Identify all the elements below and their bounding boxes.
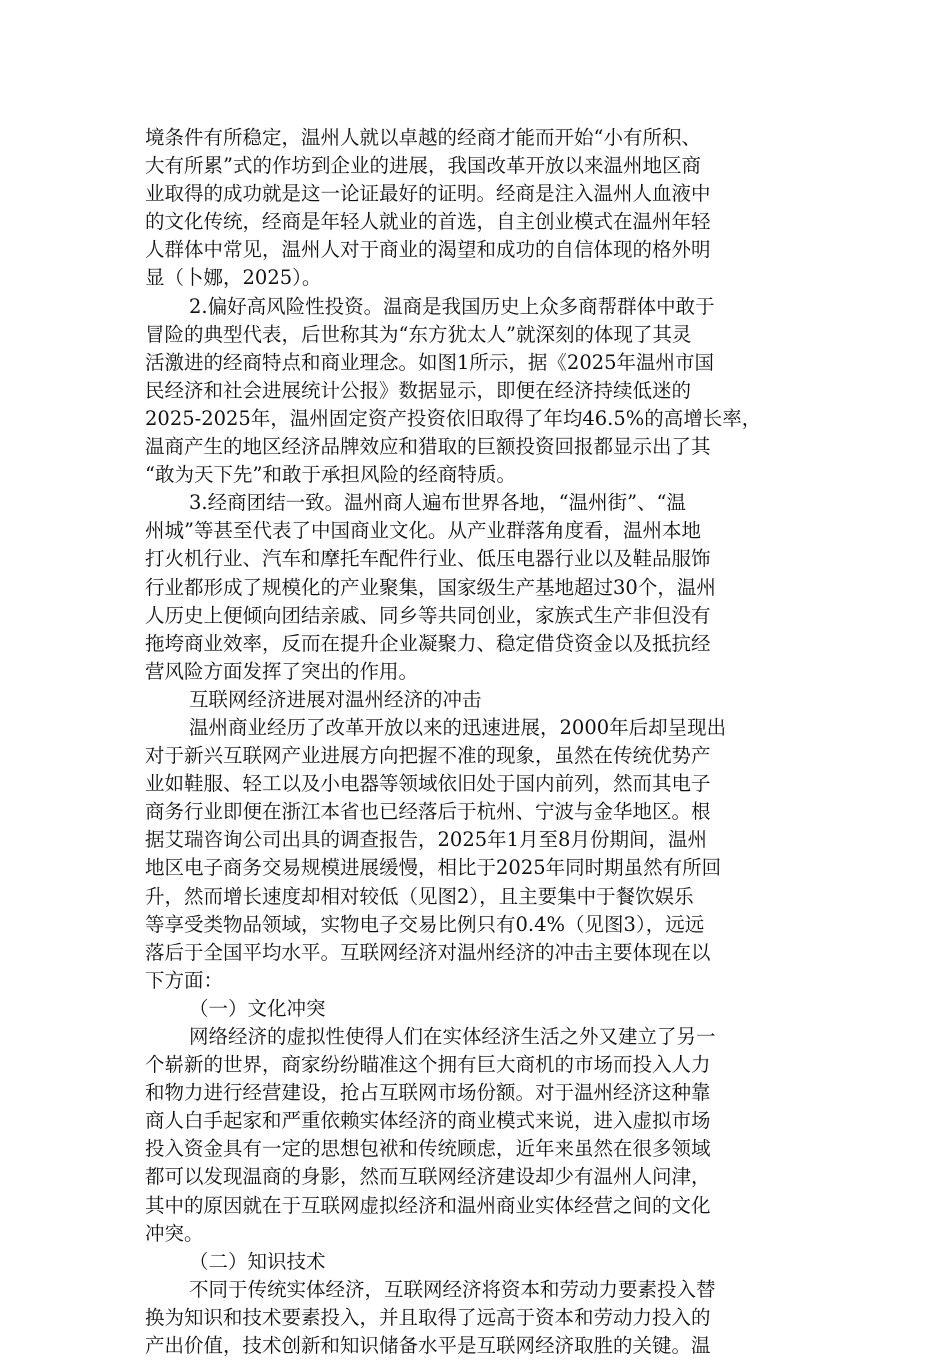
subsection-heading: （一）文化冲突 — [189, 996, 326, 1020]
text-line: 都可以发现温商的身影，然而互联网经济建设却少有温州人问津， — [145, 1165, 711, 1189]
paragraph-first-line: 温州商业经历了改革开放以来的迅速进展，2000年后却呈现出 — [189, 715, 727, 739]
text-line: 商人白手起家和严重依赖实体经济的商业模式来说，进入虚拟市场 — [145, 1109, 711, 1133]
text-line: 人历史上便倾向团结亲戚、同乡等共同创业，家族式生产非但没有 — [145, 603, 711, 627]
text-line: 下方面： — [145, 968, 224, 992]
text-line: 显（卜娜，2025）。 — [145, 266, 322, 290]
text-line: 境条件有所稳定，温州人就以卓越的经商才能而开始“小有所积、 — [145, 126, 701, 149]
text-line: 民经济和社会进展统计公报》数据显示，即便在经济持续低迷的 — [145, 378, 692, 402]
text-line: 投入资金具有一定的思想包袱和传统顾虑，近年来虽然在很多领域 — [145, 1137, 711, 1161]
text-line: 个崭新的世界，商家纷纷瞄准这个拥有巨大商机的市场而投入人力 — [145, 1053, 711, 1077]
text-line: 商务行业即便在浙江本省也已经落后于杭州、宁波与金华地区。根 — [145, 800, 711, 824]
section-heading: 互联网经济进展对温州经济的冲击 — [189, 687, 482, 711]
text-line: 打火机行业、汽车和摩托车配件行业、低压电器行业以及鞋品服饰 — [145, 547, 711, 571]
text-line: 对于新兴互联网产业进展方向把握不准的现象，虽然在传统优势产 — [145, 744, 711, 768]
text-line: 的文化传统，经商是年轻人就业的首选，自主创业模式在温州年轻 — [145, 210, 711, 234]
text-line: 州城”等甚至代表了中国商业文化。从产业群落角度看，温州本地 — [145, 519, 701, 543]
text-line: 冒险的典型代表，后世称其为“东方犹太人”就深刻的体现了其灵 — [145, 322, 692, 346]
text-line: 人群体中常见，温州人对于商业的渴望和成功的自信体现的格外明 — [145, 238, 711, 262]
text-line: 换为知识和技术要素投入，并且取得了远高于资本和劳动力投入的 — [145, 1305, 711, 1329]
text-line: 大有所累”式的作坊到企业的进展，我国改革开放以来温州地区商 — [145, 154, 701, 178]
text-line: 行业都形成了规模化的产业聚集，国家级生产基地超过30个，温州 — [145, 575, 716, 599]
paragraph-first-line: 3.经商团结一致。温州商人遍布世界各地，“温州街”、“温 — [189, 491, 687, 515]
text-line: 据艾瑞咨询公司出具的调查报告，2025年1月至8月份期间，温州 — [145, 828, 707, 852]
paragraph-first-line: 网络经济的虚拟性使得人们在实体经济生活之外又建立了另一 — [189, 1025, 716, 1048]
text-line: 产出价值，技术创新和知识储备水平是互联网经济取胜的关键。温 — [145, 1334, 711, 1358]
text-line: 温商产生的地区经济品牌效应和猎取的巨额投资回报都显示出了其 — [145, 435, 711, 459]
paragraph-first-line: 2.偏好高风险性投资。温商是我国历史上众多商帮群体中敢于 — [189, 294, 715, 318]
text-line: 业取得的成功就是这一论证最好的证明。经商是注入温州人血液中 — [145, 182, 711, 206]
text-line: 等享受类物品领域，实物电子交易比例只有0.4%（见图3），远远 — [145, 912, 705, 936]
text-line: 地区电子商务交易规模进展缓慢，相比于2025年同时期虽然有所回 — [145, 856, 722, 880]
text-line: 升，然而增长速度却相对较低（见图2），且主要集中于餐饮娱乐 — [145, 884, 694, 908]
text-line: “敢为天下先”和敢于承担风险的经商特质。 — [145, 463, 516, 487]
text-line: 2025-2025年，温州固定资产投资依旧取得了年均46.5%的高增长率， — [145, 406, 762, 430]
subsection-heading: （二）知识技术 — [189, 1249, 326, 1273]
text-line: 和物力进行经营建设，抢占互联网市场份额。对于温州经济这种靠 — [145, 1081, 711, 1105]
text-line: 冲突。 — [145, 1221, 204, 1245]
text-line: 活激进的经商特点和商业理念。如图1所示，据《2025年温州市国 — [145, 350, 715, 374]
paragraph-first-line: 不同于传统实体经济，互联网经济将资本和劳动力要素投入替 — [189, 1277, 716, 1301]
document-page — [145, 124, 805, 1360]
text-line: 业如鞋服、轻工以及小电器等领域依旧处于国内前列，然而其电子 — [145, 772, 711, 796]
text-line: 拖垮商业效率，反而在提升企业凝聚力、稳定借贷资金以及抵抗经 — [145, 631, 711, 655]
text-line: 落后于全国平均水平。互联网经济对温州经济的冲击主要体现在以 — [145, 940, 711, 964]
text-line: 其中的原因就在于互联网虚拟经济和温州商业实体经营之间的文化 — [145, 1193, 711, 1217]
text-line: 营风险方面发挥了突出的作用。 — [145, 659, 419, 683]
